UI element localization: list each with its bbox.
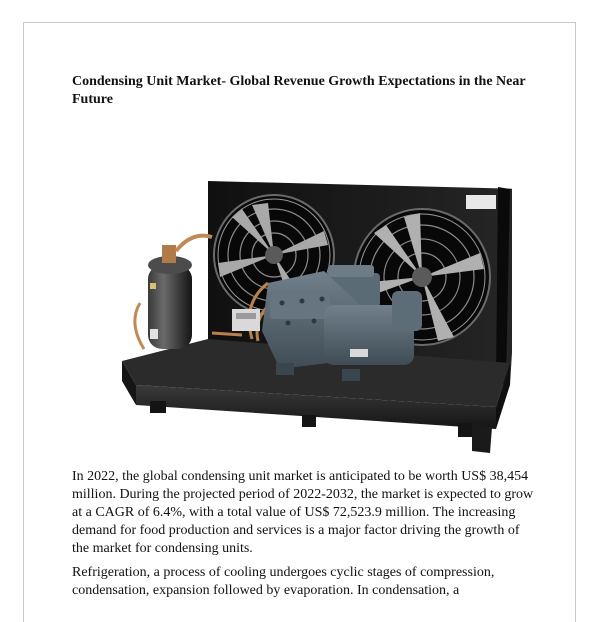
paragraph-refrigeration: Refrigeration, a process of cooling undergoes cyclic stages of compression, condensation, expansion followed by evaporation. In condensation, a: [72, 565, 495, 598]
document-title: Condensing Unit Market- Global Revenue Growth Expectations in the Near Future: [72, 74, 526, 107]
condensing-unit-photo: [92, 153, 512, 471]
paragraph-market-overview: In 2022, the global condensing unit market is anticipated to be worth US$ 38,454 million. During the projected period of 2022-2032, the market is expected to grow at a CAGR of 6.4%, with a total value of US$ 72,523.9 million. The increasing demand for food production and services is a major factor driving the growth of the market for condensing units.: [72, 469, 534, 556]
receiver-tank: [135, 236, 212, 349]
electrical-box: [232, 309, 260, 331]
document-page: [23, 22, 576, 622]
